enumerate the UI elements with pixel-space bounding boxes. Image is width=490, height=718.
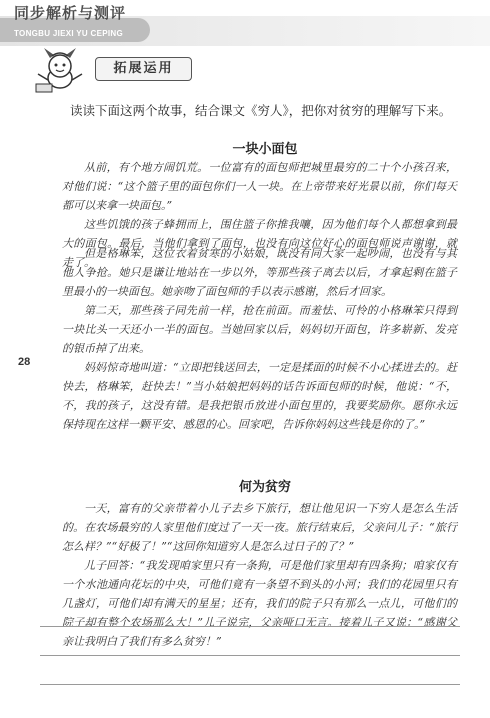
header-title: 同步解析与测评 (14, 4, 127, 22)
story-paragraph: 但是格琳笨，这位衣着贫寒的小姑娘，既没有同大家一起吵闹，也没有与其他人争抢。她只是谦让地站在一步以外，等那些孩子离去以后，才拿起剩在篮子里最小的一块面包。她亲吻了面包师的手以表示感谢，然后才回家。 (62, 247, 457, 298)
page-header (0, 0, 490, 100)
mascot-icon (30, 44, 90, 94)
instruction-text: 读读下面这两个故事，结合课文《穷人》，把你对贫穷的理解写下来。 (70, 103, 452, 118)
story-paragraph: 一天，富有的父亲带着小儿子去乡下旅行，想让他见识一下穷人是怎么生活的。在农场最穷的人家里他们度过了一天一夜。旅行结束后，父亲问儿子：“旅行怎么样？”“好极了！”“这回你知道穷人是怎么过日子的了？” (62, 502, 457, 553)
story-paragraph: 这些饥饿的孩子蜂拥而上，围住篮子你推我嚷，因为他们每个人都想拿到最大的面包。最后，当他们拿到了面包，也没有向这位好心的面包师说声谢谢，就走了。 (62, 218, 457, 269)
header-subtitle: TONGBU JIEXI YU CEPING (14, 29, 123, 38)
story-paragraph: 儿子回答：“我发现咱家里只有一条狗，可是他们家里却有四条狗；咱家仅有一个水池通向花坛的中央，可他们竟有一条望不到头的小河；我们的花园里只有几盏灯，可他们却有满天的星星；还有，我们的院子只有那么一点儿，可他们的院子却有整个农场那么大！”儿子说完，父亲哑口无言。接着儿子又说：“感谢父亲让我明白了我们有多么贫穷！” (62, 559, 457, 648)
page-number: 28 (18, 356, 31, 368)
answer-line[interactable] (40, 626, 460, 627)
story-paragraph: 从前，有个地方闹饥荒。一位富有的面包师把城里最穷的二十个小孩召来，对他们说：“这个篮子里的面包你们一人一块。在上帝带来好光景以前，你们每天都可以来拿一块面包。” (62, 161, 457, 212)
answer-line[interactable] (40, 655, 460, 656)
answer-line[interactable] (40, 684, 460, 685)
story-title: 一块小面包 (232, 142, 298, 157)
story-title: 何为贫穷 (238, 480, 291, 495)
section-tag: 拓展运用 (95, 57, 192, 81)
story-paragraph: 第二天，那些孩子同先前一样，抢在前面。而羞怯、可怜的小格琳笨只得到一块比头一天还小一半的面包。当她回家以后，妈妈切开面包，许多崭新、发亮的银币掉了出来。 (62, 304, 457, 355)
story-paragraph: 妈妈惊奇地叫道：“立即把钱送回去，一定是揉面的时候不小心揉进去的。赶快去，格琳笨，赶快去！”当小姑娘把妈妈的话告诉面包师的时候，他说：“不，不，我的孩子，这没有错。是我把银币放进小面包里的，我要奖励你。愿你永远保持现在这样一颗平安、感恩的心。回家吧，告诉你妈妈这些钱是你的了。” (62, 361, 457, 431)
